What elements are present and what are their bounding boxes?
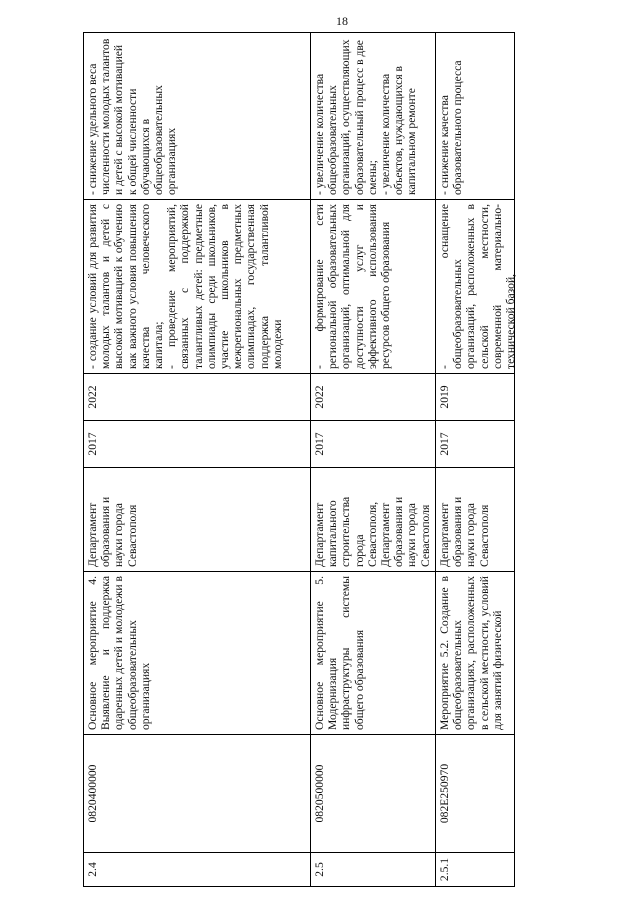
expected-results: - создание условий для развития молодых талантов и детей с высокой мотивацией к обучению как важного условия повышения качества человеческого капитала; - проведение мероприятий, связанных с поддержкой талантливых детей: предметные олимпиады среди школьников, участие школьников в межрегиональных предметных олимпиадах, государственная поддержка талантливой молодежи [84,200,310,374]
consequences: - снижение удельного веса численности молодых талантов и детей с высокой мотивацией к общей численности обучающихся в общеобразовательных организациях [84,33,310,200]
end-year: 2022 [311,374,435,421]
table-row [83,32,310,887]
end-year: 2019 [436,374,514,421]
budget-code: 0820500000 [311,735,435,853]
measure-name: Основное мероприятие 5. Модернизация инфраструктуры системы общего образования [311,572,435,735]
start-year: 2017 [84,421,310,468]
start-year: 2017 [436,421,514,468]
expected-results: - формирование сети региональной образовательных организаций, оптимальной для доступности услуг и эффективного использования ресурсов общего образования [311,200,435,374]
row-number: 2.5 [313,862,326,877]
expected-results: - оснащение общеобразовательных организаций, расположенных в сельской местности, современной материально-технической базой, [436,200,514,374]
executor: Департамент образования и науки города Севастополя [436,468,514,572]
measure-name: Основное мероприятие 4. Выявление и поддержка одаренных детей и молодежи в общеобразовательных организациях [84,572,310,735]
measure-name: Мероприятие 5.2. Создание в общеобразовательных организациях, расположенных в сельской местности, условий для занятий физической [436,572,514,735]
executor: Департамент капитального строительства города Севастополя, Департамент образования и науки города Севастополя [311,468,435,572]
start-year: 2017 [311,421,435,468]
budget-code: 082E250970 [436,735,514,853]
program-table [83,32,543,887]
table-row [435,32,518,887]
consequences: - увеличение количества общеобразовательных организаций, осуществляющих образовательный процесс в две смены; - увеличение количества объектов, нуждающихся в капитальном ремонте [311,33,435,200]
executor: Департамент образования и науки города Севастополя [84,468,310,572]
page-number: 18 [336,14,348,28]
table-row [310,32,435,887]
consequences: - снижение качества образовательного процесса [436,33,514,200]
row-number: 2.4 [86,862,99,877]
end-year: 2022 [84,374,310,421]
budget-code: 0820400000 [84,735,310,853]
row-number: 2.5.1 [438,857,451,882]
